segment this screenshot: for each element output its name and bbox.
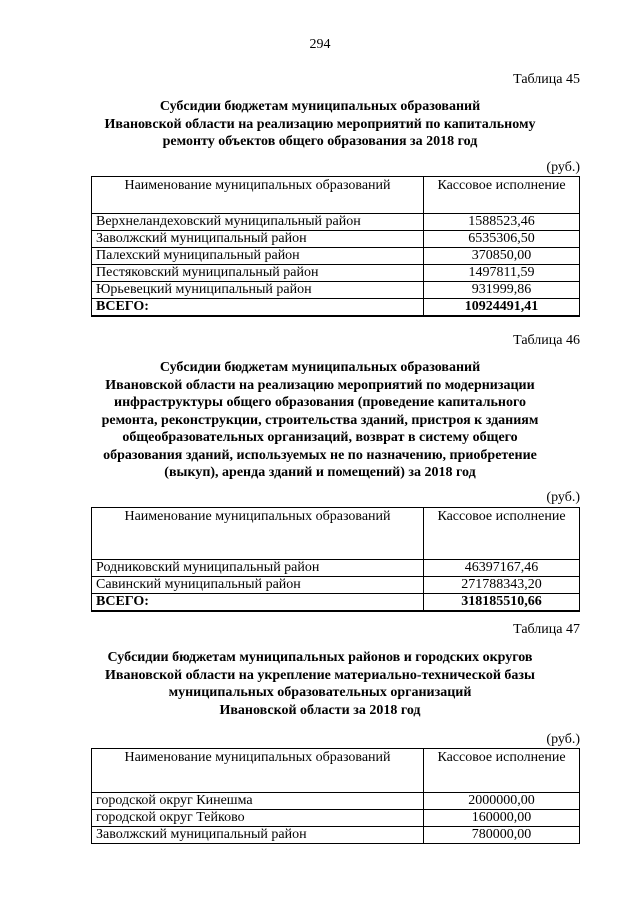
table-row — [92, 248, 580, 265]
row-amount: 6535306,50 — [424, 231, 580, 248]
table-row — [92, 214, 580, 231]
row-name: Заволжский муниципальный район — [92, 231, 424, 248]
total-label: ВСЕГО: — [92, 299, 424, 317]
row-amount: 780000,00 — [424, 827, 580, 844]
table-row — [92, 827, 580, 844]
table-row — [92, 282, 580, 299]
row-amount: 1588523,46 — [424, 214, 580, 231]
total-label: ВСЕГО: — [92, 594, 424, 612]
total-amount: 318185510,66 — [424, 594, 580, 612]
title-line: Ивановской области на реализацию мероприятий по капитальному — [104, 116, 536, 132]
table-47-caption: Таблица 47 — [513, 622, 580, 637]
table-45-unit: (руб.) — [546, 160, 580, 175]
row-name: Родниковский муниципальный район — [92, 560, 424, 577]
table-46 — [91, 507, 580, 612]
column-header-name: Наименование муниципальных образований — [92, 177, 424, 214]
table-header-row — [92, 508, 580, 560]
title-line: Субсидии бюджетам муниципальных образований — [159, 99, 481, 114]
total-row — [92, 594, 580, 612]
row-name: Савинский муниципальный район — [92, 577, 424, 594]
table-47-title — [80, 649, 560, 719]
title-line: Ивановской области на укрепление материально-технической базы — [105, 667, 535, 683]
table-47-unit: (руб.) — [546, 732, 580, 747]
column-header-amount: Кассовое исполнение — [424, 177, 580, 214]
table-row — [92, 793, 580, 810]
title-line: ремонту объектов общего образования за 2018 год — [162, 134, 478, 149]
row-name: Пестяковский муниципальный район — [92, 265, 424, 282]
title-line: (выкуп), аренда зданий и помещений) за 2018 год — [164, 465, 476, 480]
table-46-unit: (руб.) — [546, 490, 580, 505]
row-name: Юрьевецкий муниципальный район — [92, 282, 424, 299]
row-amount: 160000,00 — [424, 810, 580, 827]
table-header-row — [92, 749, 580, 793]
title-line: Ивановской области за 2018 год — [219, 702, 421, 718]
column-header-name: Наименование муниципальных образований — [92, 749, 424, 793]
row-name: Палехский муниципальный район — [92, 248, 424, 265]
row-amount: 271788343,20 — [424, 577, 580, 594]
row-amount: 1497811,59 — [424, 265, 580, 282]
table-header-row — [92, 177, 580, 214]
table-row — [92, 577, 580, 594]
row-amount: 46397167,46 — [424, 560, 580, 577]
row-amount: 370850,00 — [424, 248, 580, 265]
table-45-caption: Таблица 45 — [513, 72, 580, 87]
table-47 — [91, 748, 580, 844]
title-line: ремонта, реконструкции, строительства зданий, пристроя к зданиям — [101, 412, 539, 428]
table-46-caption: Таблица 46 — [513, 333, 580, 348]
column-header-amount: Кассовое исполнение — [424, 508, 580, 560]
title-line: образования зданий, используемых не по назначению, приобретение — [103, 447, 537, 463]
total-row — [92, 299, 580, 317]
table-row — [92, 810, 580, 827]
title-line: инфраструктуры общего образования (проведение капитального — [114, 395, 526, 410]
row-name: городской округ Кинешма — [92, 793, 424, 810]
page-number: 294 — [309, 37, 331, 52]
total-amount: 10924491,41 — [424, 299, 580, 317]
column-header-name: Наименование муниципальных образований — [92, 508, 424, 560]
row-name: Верхнеландеховский муниципальный район — [92, 214, 424, 231]
table-45 — [91, 176, 580, 317]
row-name: Заволжский муниципальный район — [92, 827, 424, 844]
table-45-title — [80, 98, 560, 151]
column-header-amount: Кассовое исполнение — [424, 749, 580, 793]
table-row — [92, 265, 580, 282]
title-line: муниципальных образовательных организаций — [168, 685, 472, 700]
title-line: Субсидии бюджетам муниципальных районов и городских округов — [107, 650, 533, 665]
row-amount: 2000000,00 — [424, 793, 580, 810]
title-line: общеобразовательных организаций, возврат в систему общего — [122, 430, 518, 445]
row-amount: 931999,86 — [424, 282, 580, 299]
table-46-title — [80, 359, 560, 482]
table-row — [92, 560, 580, 577]
row-name: городской округ Тейково — [92, 810, 424, 827]
title-line: Субсидии бюджетам муниципальных образований — [159, 360, 481, 375]
table-row — [92, 231, 580, 248]
title-line: Ивановской области на реализацию мероприятий по модернизации — [105, 377, 535, 393]
